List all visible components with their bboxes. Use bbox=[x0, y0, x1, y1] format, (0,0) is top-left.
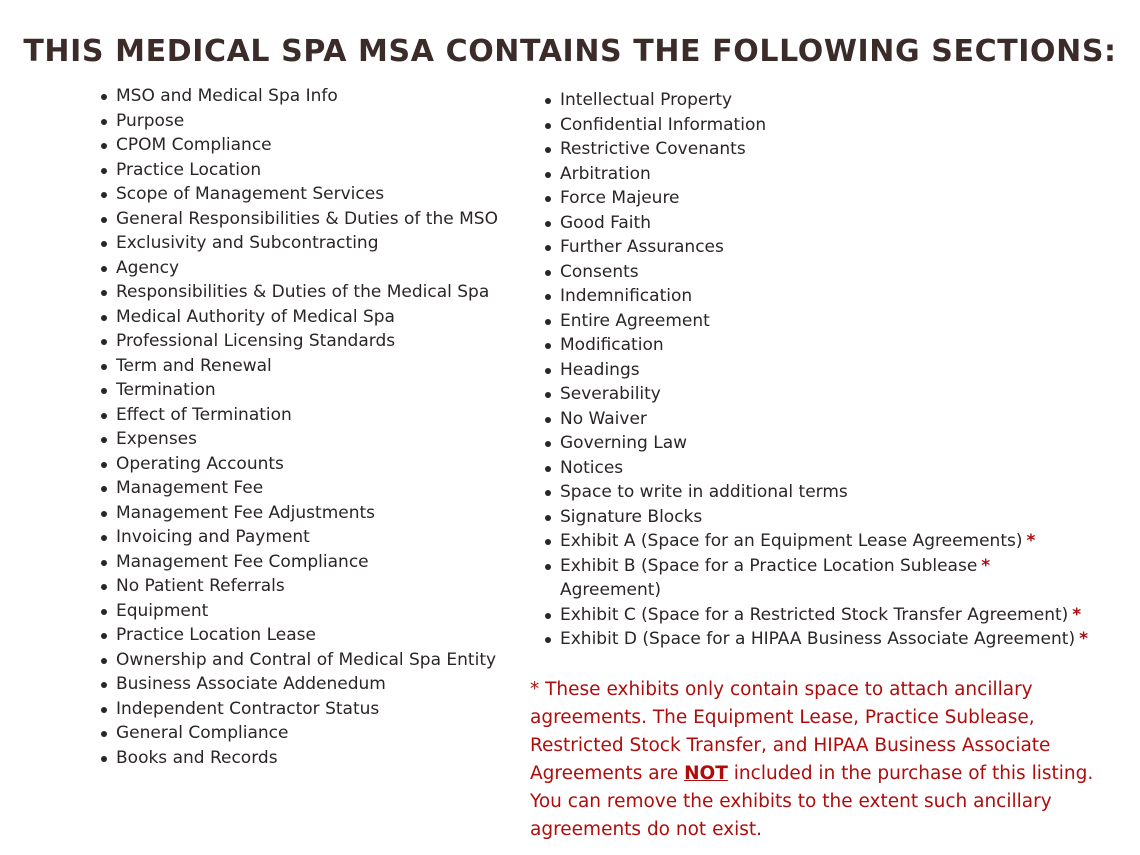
asterisk-marker: * bbox=[1072, 604, 1082, 625]
list-item: Severability bbox=[545, 382, 1088, 407]
list-item: Further Assurances bbox=[545, 235, 1088, 260]
list-item: Modification bbox=[545, 333, 1088, 358]
list-item: Equipment bbox=[101, 599, 498, 624]
asterisk-marker: * bbox=[981, 555, 991, 576]
exhibit-label: Exhibit B (Space for a Practice Location Sublease bbox=[560, 555, 978, 576]
list-item: Space to write in additional terms bbox=[545, 480, 1088, 505]
list-item-exhibit-c bbox=[545, 603, 1088, 628]
asterisk-marker: * bbox=[1079, 629, 1088, 649]
list-item: Practice Location bbox=[101, 158, 498, 183]
list-item: Purpose bbox=[101, 109, 498, 134]
exhibit-label: Exhibit C (Space for a Restricted Stock Transfer Agreement) bbox=[560, 604, 1069, 625]
list-item: CPOM Compliance bbox=[101, 133, 498, 158]
exhibits-disclaimer-note bbox=[530, 676, 1120, 844]
list-item: Responsibilities & Duties of the Medical Spa bbox=[101, 280, 498, 305]
list-item: Operating Accounts bbox=[101, 452, 498, 477]
page-title: THIS MEDICAL SPA MSA CONTAINS THE FOLLOWING SECTIONS: bbox=[23, 34, 1117, 69]
list-item: Books and Records bbox=[101, 746, 498, 771]
asterisk-marker: * bbox=[1026, 531, 1036, 551]
list-item: Exclusivity and Subcontracting bbox=[101, 231, 498, 256]
sections-list-left bbox=[101, 84, 498, 770]
list-item: Management Fee Compliance bbox=[101, 550, 498, 575]
note-text-after: included in the purchase of this listing. You can remove the exhibits to the extent such ancillary agreements do not exist. bbox=[530, 763, 1094, 840]
list-item: Governing Law bbox=[545, 431, 1088, 456]
list-item: Restrictive Covenants bbox=[545, 137, 1088, 162]
list-item: Term and Renewal bbox=[101, 354, 498, 379]
list-item: Medical Authority of Medical Spa bbox=[101, 305, 498, 330]
list-item: Practice Location Lease bbox=[101, 623, 498, 648]
list-item: Arbitration bbox=[545, 162, 1088, 187]
list-item: Expenses bbox=[101, 427, 498, 452]
list-item: General Compliance bbox=[101, 721, 498, 746]
list-item-exhibit-b bbox=[545, 554, 1088, 603]
list-item: Professional Licensing Standards bbox=[101, 329, 498, 354]
list-item-exhibit-a bbox=[545, 529, 1088, 554]
list-item: Confidential Information bbox=[545, 113, 1088, 138]
list-item: Notices bbox=[545, 456, 1088, 481]
list-item: Management Fee bbox=[101, 476, 498, 501]
list-item: Signature Blocks bbox=[545, 505, 1088, 530]
list-item: Scope of Management Services bbox=[101, 182, 498, 207]
list-item: Independent Contractor Status bbox=[101, 697, 498, 722]
list-item: Effect of Termination bbox=[101, 403, 498, 428]
list-item: Entire Agreement bbox=[545, 309, 1088, 334]
note-text-before: * These exhibits only contain space to attach ancillary agreements. The Equipment Lease, Practice Sublease, Restricted Stock Transfer, and HIPAA Business Associate Agreements are bbox=[530, 679, 1051, 784]
list-item: Consents bbox=[545, 260, 1088, 285]
list-item: Management Fee Adjustments bbox=[101, 501, 498, 526]
list-item: No Patient Referrals bbox=[101, 574, 498, 599]
list-item: No Waiver bbox=[545, 407, 1088, 432]
list-item-exhibit-d bbox=[545, 627, 1088, 652]
list-item: Intellectual Property bbox=[545, 88, 1088, 113]
list-item: MSO and Medical Spa Info bbox=[101, 84, 498, 109]
list-item: General Responsibilities & Duties of the MSO bbox=[101, 207, 498, 232]
list-item: Force Majeure bbox=[545, 186, 1088, 211]
list-item: Ownership and Contral of Medical Spa Entity bbox=[101, 648, 498, 673]
sections-list-right bbox=[545, 88, 1088, 652]
list-item: Termination bbox=[101, 378, 498, 403]
note-emphasis: NOT bbox=[684, 763, 728, 784]
list-item: Headings bbox=[545, 358, 1088, 383]
list-item: Business Associate Addenedum bbox=[101, 672, 498, 697]
list-item: Good Faith bbox=[545, 211, 1088, 236]
list-item: Invoicing and Payment bbox=[101, 525, 498, 550]
exhibit-label-continued: Agreement) bbox=[560, 580, 662, 600]
exhibit-label: Exhibit A (Space for an Equipment Lease Agreements) bbox=[560, 531, 1023, 551]
list-item: Indemnification bbox=[545, 284, 1088, 309]
list-item: Agency bbox=[101, 256, 498, 281]
exhibit-label: Exhibit D (Space for a HIPAA Business Associate Agreement) bbox=[560, 629, 1076, 649]
